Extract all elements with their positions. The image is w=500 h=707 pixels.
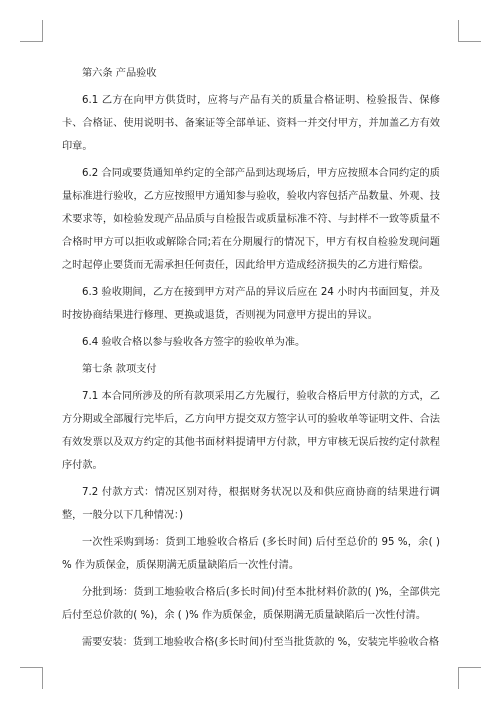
document-body [62,62,440,658]
paragraph-6-1: 6.1 乙方在向甲方供货时，应将与产品有关的质量合格证明、检验报告、保修卡、合格证、使用说明书、备案证等全部单证、资料一并交付甲方，并加盖乙方有效印章。 [62,95,440,152]
crop-mark-bottom-right-horizontal [459,667,481,668]
paragraph-7-1: 7.1 本合同所涉及的所有款项采用乙方先履行，验收合格后甲方付款的方式，乙方分期或全部履行完毕后，乙方向甲方提交双方签字认可的验收单等证明文件、合法有效发票以及双方约定的其他书面材料提请甲方付款，甲方审核无误后按约定付款程序付款。 [62,391,440,471]
section-heading-article-6: 第六条 产品验收 [82,68,157,79]
crop-mark-bottom-left-horizontal [20,667,42,668]
paragraph-6-4: 6.4 验收合格以参与验收各方签字的验收单为准。 [82,337,306,348]
crop-mark-top-left-vertical [42,20,43,42]
crop-mark-top-left-horizontal [20,41,42,42]
paragraph-7-2: 7.2 付款方式：情况区别对待，根据财务状况以及和供应商协商的结果进行调整，一般分以下几种情况：) [62,487,440,521]
paragraph-batch-delivery: 分批到场：货到工地验收合格后(多长时间)付至本批材料价款的( )%，全部供完后付至总价款的( %)，余 ( )% 作为质保金，质保期满无质量缺陷后一次性付清。 [62,587,440,621]
crop-mark-bottom-left-vertical [42,667,43,689]
paragraph-installation-required: 需要安装：货到工地验收合格(多长时间)付至当批货款的 %，安装完毕验收合格 [82,637,440,648]
crop-mark-top-right-vertical [458,20,459,42]
paragraph-one-time-delivery: 一次性采购到场：货到工地验收合格后 (多长时间) 后付至总价的 95 %，余( ) % 作为质保金，质保期满无质量缺陷后一次性付清。 [62,537,440,571]
crop-mark-top-right-horizontal [459,41,481,42]
paragraph-6-2: 6.2 合同或要货通知单约定的全部产品到达现场后，甲方应按照本合同约定的质量标准进行验收，乙方应按照甲方通知参与验收，验收内容包括产品数量、外观、技术要求等，如检验发现产品品质与自检报告或质量标准不符、与封样不一致等质量不合格时甲方可以拒收或解除合同;若在分期履行的情况下，甲方有权自检验发现问题之时起停止要货而无需承担任何责任，因此给甲方造成经济损失的乙方进行赔偿。 [62,168,440,271]
crop-mark-bottom-right-vertical [458,667,459,689]
section-heading-article-7: 第七条 款项支付 [82,364,157,375]
paragraph-6-3: 6.3 验收期间，乙方在接到甲方对产品的异议后应在 24 小时内书面回复，并及时按协商结果进行修理、更换或退货，否则视为同意甲方提出的异议。 [62,287,440,321]
